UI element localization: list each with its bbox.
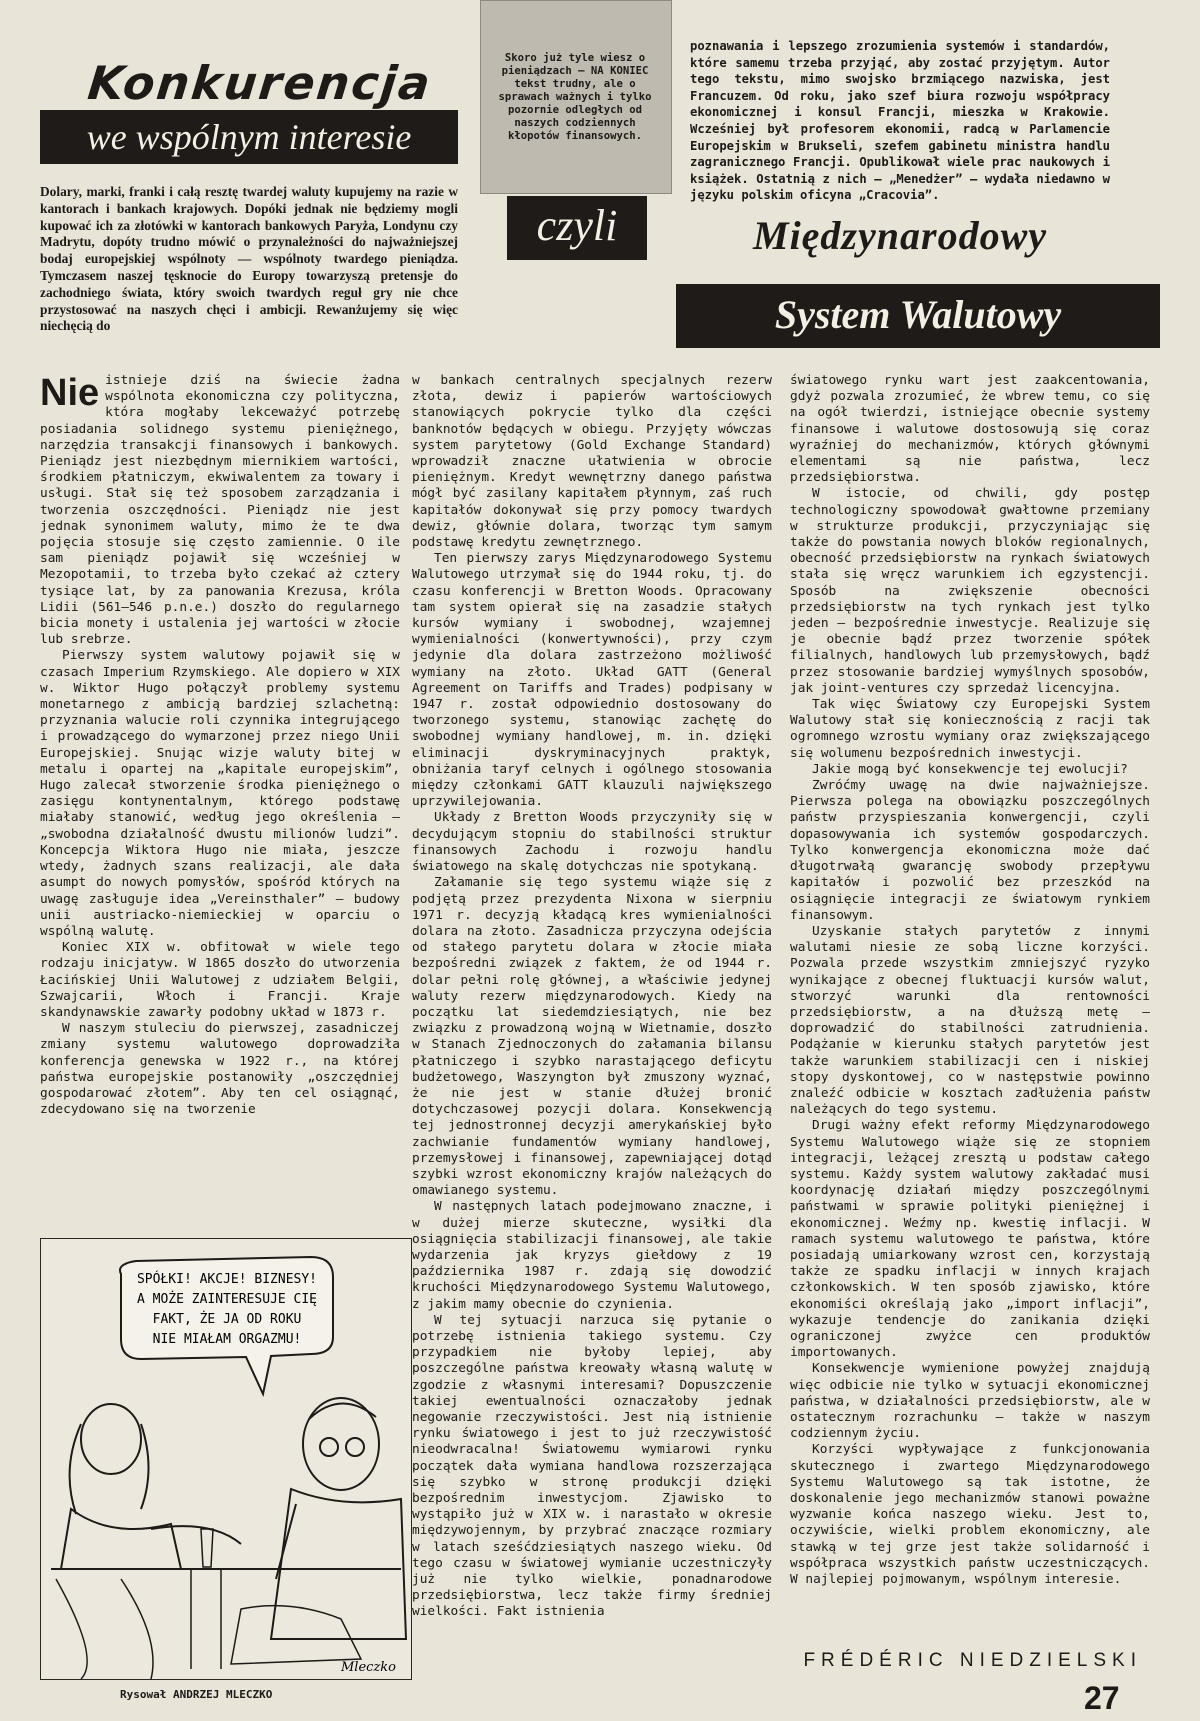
col1-paragraph: Koniec XIX w. obfitował w wiele tego rodzaju inicjatyw. W 1865 doszło do utworzenia Łacińskiej Unii Walutowej z udziałem Belgii, Szwajcarii, Włoch i Francji. Kraje skandynawskie zawarły podobny układ w 1873 r. xyxy=(40,940,400,1020)
col3-paragraph: Konsekwencje wymienione powyżej znajdują więc odbicie nie tylko w sytuacji ekonomicznej państwa, w działalności przedsiębiorstw, ale w ostatecznym rozrachunku — także w naszym codziennym życiu. xyxy=(790,1361,1150,1442)
col2-paragraph: W następnych latach podejmowano znaczne, i w dużej mierze skuteczne, wysiłki dla osiągnięcia stabilizacji finansowej, ale takie wydarzenia jak kryzys giełdowy z 19 października 1987 r. zdają się dowodzić kruchości Międzynarodowego Systemu Walutowego, z jakim mamy obecnie do czynienia. xyxy=(412,1199,772,1312)
cartoon-drawing xyxy=(41,1239,411,1679)
col2-paragraph: Ten pierwszy zarys Międzynarodowego Systemu Walutowego utrzymał się do 1944 roku, tj. do czasu konferencji w Bretton Woods. Opracowany tam system opierał się na zasadzie stałych kursów wymiany i swobodnej, wzajemnej wymienialności (konwertywności), przy czym jedynie dla dolara zastrzeżono możliwość wymiany na złoto. Układ GATT (General Agreement on Tariffs and Trades) podpisany w 1947 r. został odpowiednio dostosowany do tworzonego systemu, stanowiąc zachętę do swobodnej wymiany handlowej, m. in. dzięki eliminacji dyskryminacyjnych praktyk, obniżania taryf celnych i ogólnego stosowania między członkami GATT klauzuli największego uprzywilejowania. xyxy=(412,551,772,810)
col3-paragraph: Zwróćmy uwagę na dwie najważniejsze. Pierwsza polega na obowiązku poszczególnych państw przyspieszania konwergencji, czyli dopasowywania ich systemów gospodarczych. Tylko konwergencja ekonomiczna może dać długotrwałą gwarancję swobody przepływu kapitałów i pozwolić bez przeszkód na osiągnięcie integracji ze światowym rynkiem finansowym. xyxy=(790,778,1150,923)
speech-line-2: A MOŻE ZAINTERESUJE CIĘ xyxy=(136,1292,318,1307)
title-konkurencja: Konkurencja xyxy=(85,56,435,110)
col2-paragraph: w bankach centralnych specjalnych rezerw złota, dewiz i papierów wartościowych stanowiących pokrycie tylko dla części banknotów będących w obiegu. Przyjęty wówczas system parytetowy (Gold Exchange Standard) wprowadził znaczne ułatwienia w obrocie pieniężnym. Kredyt wewnętrzny danego państwa mógł być zasilany kapitałem płynnym, zaś ruch kapitałów dokonywał się przy pomocy twardych dewiz, głównie dolara, tworząc tym samym podstawę kredytu zewnętrznego. xyxy=(412,373,772,551)
col3-paragraph: W istocie, od chwili, gdy postęp technologiczny spowodował gwałtowne przemiany w strukturze produkcji, przyczyniając się także do powstania nowych bloków regionalnych, obecność przedsiębiorstw na rynkach światowych stała się wręcz warunkiem ich egzystencji. Sposób na zwiększenie obecności przedsiębiorstw na tych rynkach jest tylko jeden — bezpośrednie inwestycje. Realizuje się je obecnie bądź przez tworzenie spółek filialnych, handlowych lub przemysłowych, bądź przez stosowanie bardziej wymyślnych sposobów, jak joint-ventures czy sprzedaż licencyjna. xyxy=(790,486,1150,696)
col3-paragraph: Korzyści wypływające z funkcjonowania skutecznego i zwartego Międzynarodowego Systemu Walutowego są tak istotne, że doskonalenie jego mechanizmów stanowi poważne wyzwanie końca naszego wieku. Jest to, oczywiście, wielki problem ekonomiczny, ale stawką w tej grze jest także solidarność i współpraca wszystkich państw uczestniczących. W najlepiej pojmowanym, wspólnym interesie. xyxy=(790,1442,1150,1588)
speech-line-4: NIE MIAŁAM ORGAZMU! xyxy=(152,1332,302,1347)
article-column-2 xyxy=(412,373,772,1621)
cartoon-signature: Mleczko xyxy=(341,1660,396,1675)
title-miedzynarodowy: Międzynarodowy xyxy=(753,213,1047,258)
illustration-caption: Rysował ANDRZEJ MLECZKO xyxy=(120,1688,273,1701)
subtitle-bar-left: we wspólnym interesie xyxy=(40,110,458,164)
article-column-3 xyxy=(790,373,1150,1588)
speech-line-3: FAKT, ŻE JA OD ROKU xyxy=(152,1312,302,1327)
drop-cap: Nie xyxy=(40,372,100,414)
col3-paragraph: Uzyskanie stałych parytetów z innymi walutami niesie ze sobą liczne korzyści. Pozwala przede wszystkim zmniejszyć ryzyko wynikające z obecnej fluktuacji kursów walut, stworzyć warunki dla rentowności przedsiębiorstw, a na dłuższą metę — doprowadzić do stabilności zatrudnienia. Podążanie w kierunku stałych parytetów jest także warunkiem stabilizacji cen i niskiej stopy dyskontowej, co w następstwie powinno znaleźć odbicie w kosztach zadłużenia państw należących do tego systemu. xyxy=(790,923,1150,1118)
intro-box-text: Skoro już tyle wiesz o pieniądzach — NA KONIEC tekst trudny, ale o sprawach ważnych i tylko pozornie odległych od naszych codziennych kłopotów finansowych. xyxy=(498,52,652,142)
cartoon-illustration xyxy=(40,1238,412,1680)
col3-paragraph: Jakie mogą być konsekwencje tej ewolucji? xyxy=(812,761,1128,777)
col3-paragraph: Tak więc Światowy czy Europejski System Walutowy stał się koniecznością z racji tak ogromnego wzrostu wymiany oraz zwiększającego się wolumenu bezpośrednich inwestycji. xyxy=(790,697,1150,761)
col3-paragraph: światowego rynku wart jest zaakcentowania, gdyż pozwala zrozumieć, że wbrew temu, co się na ogół twierdzi, istniejące obecnie systemy finansowe i walutowe dostosowują się coraz wyraźniej do mechanizmów, których głównymi elementami są nie państwa, lecz przedsiębiorstwa. xyxy=(790,373,1150,486)
page-number: 27 xyxy=(1084,1680,1120,1716)
speech-line-1: SPÓŁKI! AKCJE! BIZNESY! xyxy=(136,1272,318,1287)
author-name: FRÉDÉRIC NIEDZIELSKI xyxy=(803,1650,1142,1671)
col2-paragraph: W tej sytuacji narzuca się pytanie o potrzebę istnienia takiego systemu. Czy przypadkiem nie byłoby lepiej, aby poszczególne państwa kreowały własną walutę w zgodzie z własnymi interesami? Dopuszczenie takiej ewentualności oznaczałoby jednak negowanie rzeczywistości. Jest nią istnienie rynku światowego i jest to już rzeczywistość nieodwracalna! Światowemu wymiarowi rynku początek dała wymiana handlowa rozszerzająca się szybko w stronę produkcji dzięki bezpośrednim inwestycjom. Zjawisko to wystąpiło już w XIX w. i narastało w okresie międzywojennym, by przybrać znaczące rozmiary w latach sześćdziesiątych naszego wieku. Od tego czasu w światowej wymianie uczestniczyły już nie tylko wielkie, ponadnarodowe przedsiębiorstwa, lecz także firmy średniej wielkości. Fakt istnienia xyxy=(412,1312,772,1620)
title-bar-system-walutowy: System Walutowy xyxy=(676,284,1160,348)
lead-paragraph-left: Dolary, marki, franki i całą resztę twardej waluty kupujemy na razie w kantorach i bankach krajowych. Dopóki jednak nie będziemy mogli kupować ich za złotówki w kantorach bankowych Paryża, Londynu czy Madrytu, dopóty trudno mówić o przynależności do najważniejszej bodaj europejskiej wspólnoty — wspólnoty twardego pieniądza. Tymczasem naszej tęsknocie do Europy towarzyszą pretensje do zachodniego świata, który swoich twardych reguł gry nie chce przystosować na naszych chęci i ambicji. Rewanżujemy się więc niechęcią do xyxy=(40,184,458,334)
col2-paragraph: Układy z Bretton Woods przyczyniły się w decydującym stopniu do stabilności struktur finansowych Zachodu i rozwoju handlu światowego na skalę dotychczas nie spotykaną. xyxy=(412,810,772,875)
col1-paragraph: W naszym stuleciu do pierwszej, zasadniczej zmiany systemu walutowego doprowadziła konferencja genewska w 1922 r., na której państwa europejskie postanowiły „oszczędniej gospodarować złotem”. Aby ten cel osiągnąć, zdecydowano się na tworzenie xyxy=(40,1021,400,1118)
col2-paragraph: Załamanie się tego systemu wiąże się z podjętą przez prezydenta Nixona w sierpniu 1971 r. decyzją kładącą kres wymienialności dolara na złoto. Zasadnicza przyczyna odejścia od stałego parytetu dolara w złocie miała bezpośredni związek z faktem, że od 1944 r. dolar pełni rolę głównej, a właściwie jedynej waluty rezerw międzynarodowych. Kiedy na początku lat siedemdziesiątych, nie bez związku z prowadzoną wojną w Wietnamie, doszło w Stanach Zjednoczonych do załamania bilansu płatniczego i szybko narastającego deficytu budżetowego, Waszyngton był zmuszony wyznać, że nie jest w stanie dłużej bronić dotychczasowej pozycji dolara. Konsekwencją tej jednostronnej decyzji amerykańskiej było zachwianie fundamentów wymiany handlowej, przemysłowej i finansowej, zapewniającej dotąd szybki wzrost ekonomiczny krajów należących do omawianego systemu. xyxy=(412,875,772,1199)
col1-paragraph: Nie istnieje dziś na świecie żadna wspólnota ekonomiczna czy polityczna, która mogłaby lekceważyć potrzebę posiadania solidnego systemu pieniężnego, narzędzia transakcji finansowych i bankowych. Pieniądz jest niezbędnym miernikiem wartości, środkiem płatniczym, ekwiwalentem za towary i usługi. Stał się też sposobem zarządzania i tworzenia oszczędności. Pieniądz nie jest jednak synonimem waluty, mimo że te dwa pojęcia stosuje się często zamiennie. O ile sam pieniądz pojawił się wcześniej w Mezopotamii, to trzeba było czekać aż cztery tysiące lat, by za panowania Krezusa, króla Lidii (561—546 p.n.e.) doszło do regularnego bicia monety i ustalenia jej wartości w złocie lub srebrze. xyxy=(40,372,400,648)
article-column-1 xyxy=(40,373,400,1118)
connector-czyli: czyli xyxy=(507,196,647,260)
lead-paragraph-right: poznawania i lepszego zrozumienia systemów i standardów, które samemu trzeba przyjąć, aby zostać przyjętym. Autor tego tekstu, mimo swojsko brzmiącego nazwiska, jest Francuzem. Od roku, jako szef biura rozwoju współpracy ekonomicznej i konsul Francji, mieszka w Krakowie. Wcześniej był profesorem ekonomii, radcą w Parlamencie Europejskim w Brukseli, szefem gabinetu ministra handlu zagranicznego Francji. Opublikował wiele prac naukowych i książek. Ostatnią z nich — „Menedżer” — wydała niedawno w języku polskim oficyna „Cracovia”. xyxy=(690,39,1110,203)
col1-paragraph: Pierwszy system walutowy pojawił się w czasach Imperium Rzymskiego. Ale dopiero w XIX w. Wiktor Hugo połączył problemy systemu monetarnego z ambicją bardziej szlachetną: przyznania walucie roli czynnika integrującego i prowadzącego do wymarzonej przez niego Unii Europejskiej. Snując wizje waluty bitej w metalu i opartej na „kapitale europejskim”, Hugo zalecał stworzenie środka pieniężnego o zasięgu kontynentalnym, którego podstawę miałaby stanowić, według jego określenia — „swobodna działalność dwustu milionów ludzi”. Koncepcja Wiktora Hugo nie miała, jeszcze wtedy, żadnych szans realizacji, ale dała asumpt do nowych pomysłów, spośród których na uwagę zasługuje idea „Vereinsthaler” — budowy unii austriacko-niemieckiej w oparciu o wspólną walutę. xyxy=(40,648,400,939)
col3-paragraph: Drugi ważny efekt reformy Międzynarodowego Systemu Walutowego wiąże się ze stopniem integracji, leżącej zresztą u podstaw całego systemu. Każdy system walutowy zakładać musi koordynację działań między poszczególnymi państwami w sprawie polityki pieniężnej i ekonomicznej. Weźmy np. kwestię inflacji. W ramach systemu walutowego te państwa, które posiadają umiarkowany wzrost cen, korzystają także ze spadku inflacji w innych krajach członkowskich. W ten sposób zjawisko, które ekonomiści określają jako „import inflacji”, wykazuje tendencje do zanikania dzięki ograniczonej zwyżce cen produktów importowanych. xyxy=(790,1118,1150,1361)
